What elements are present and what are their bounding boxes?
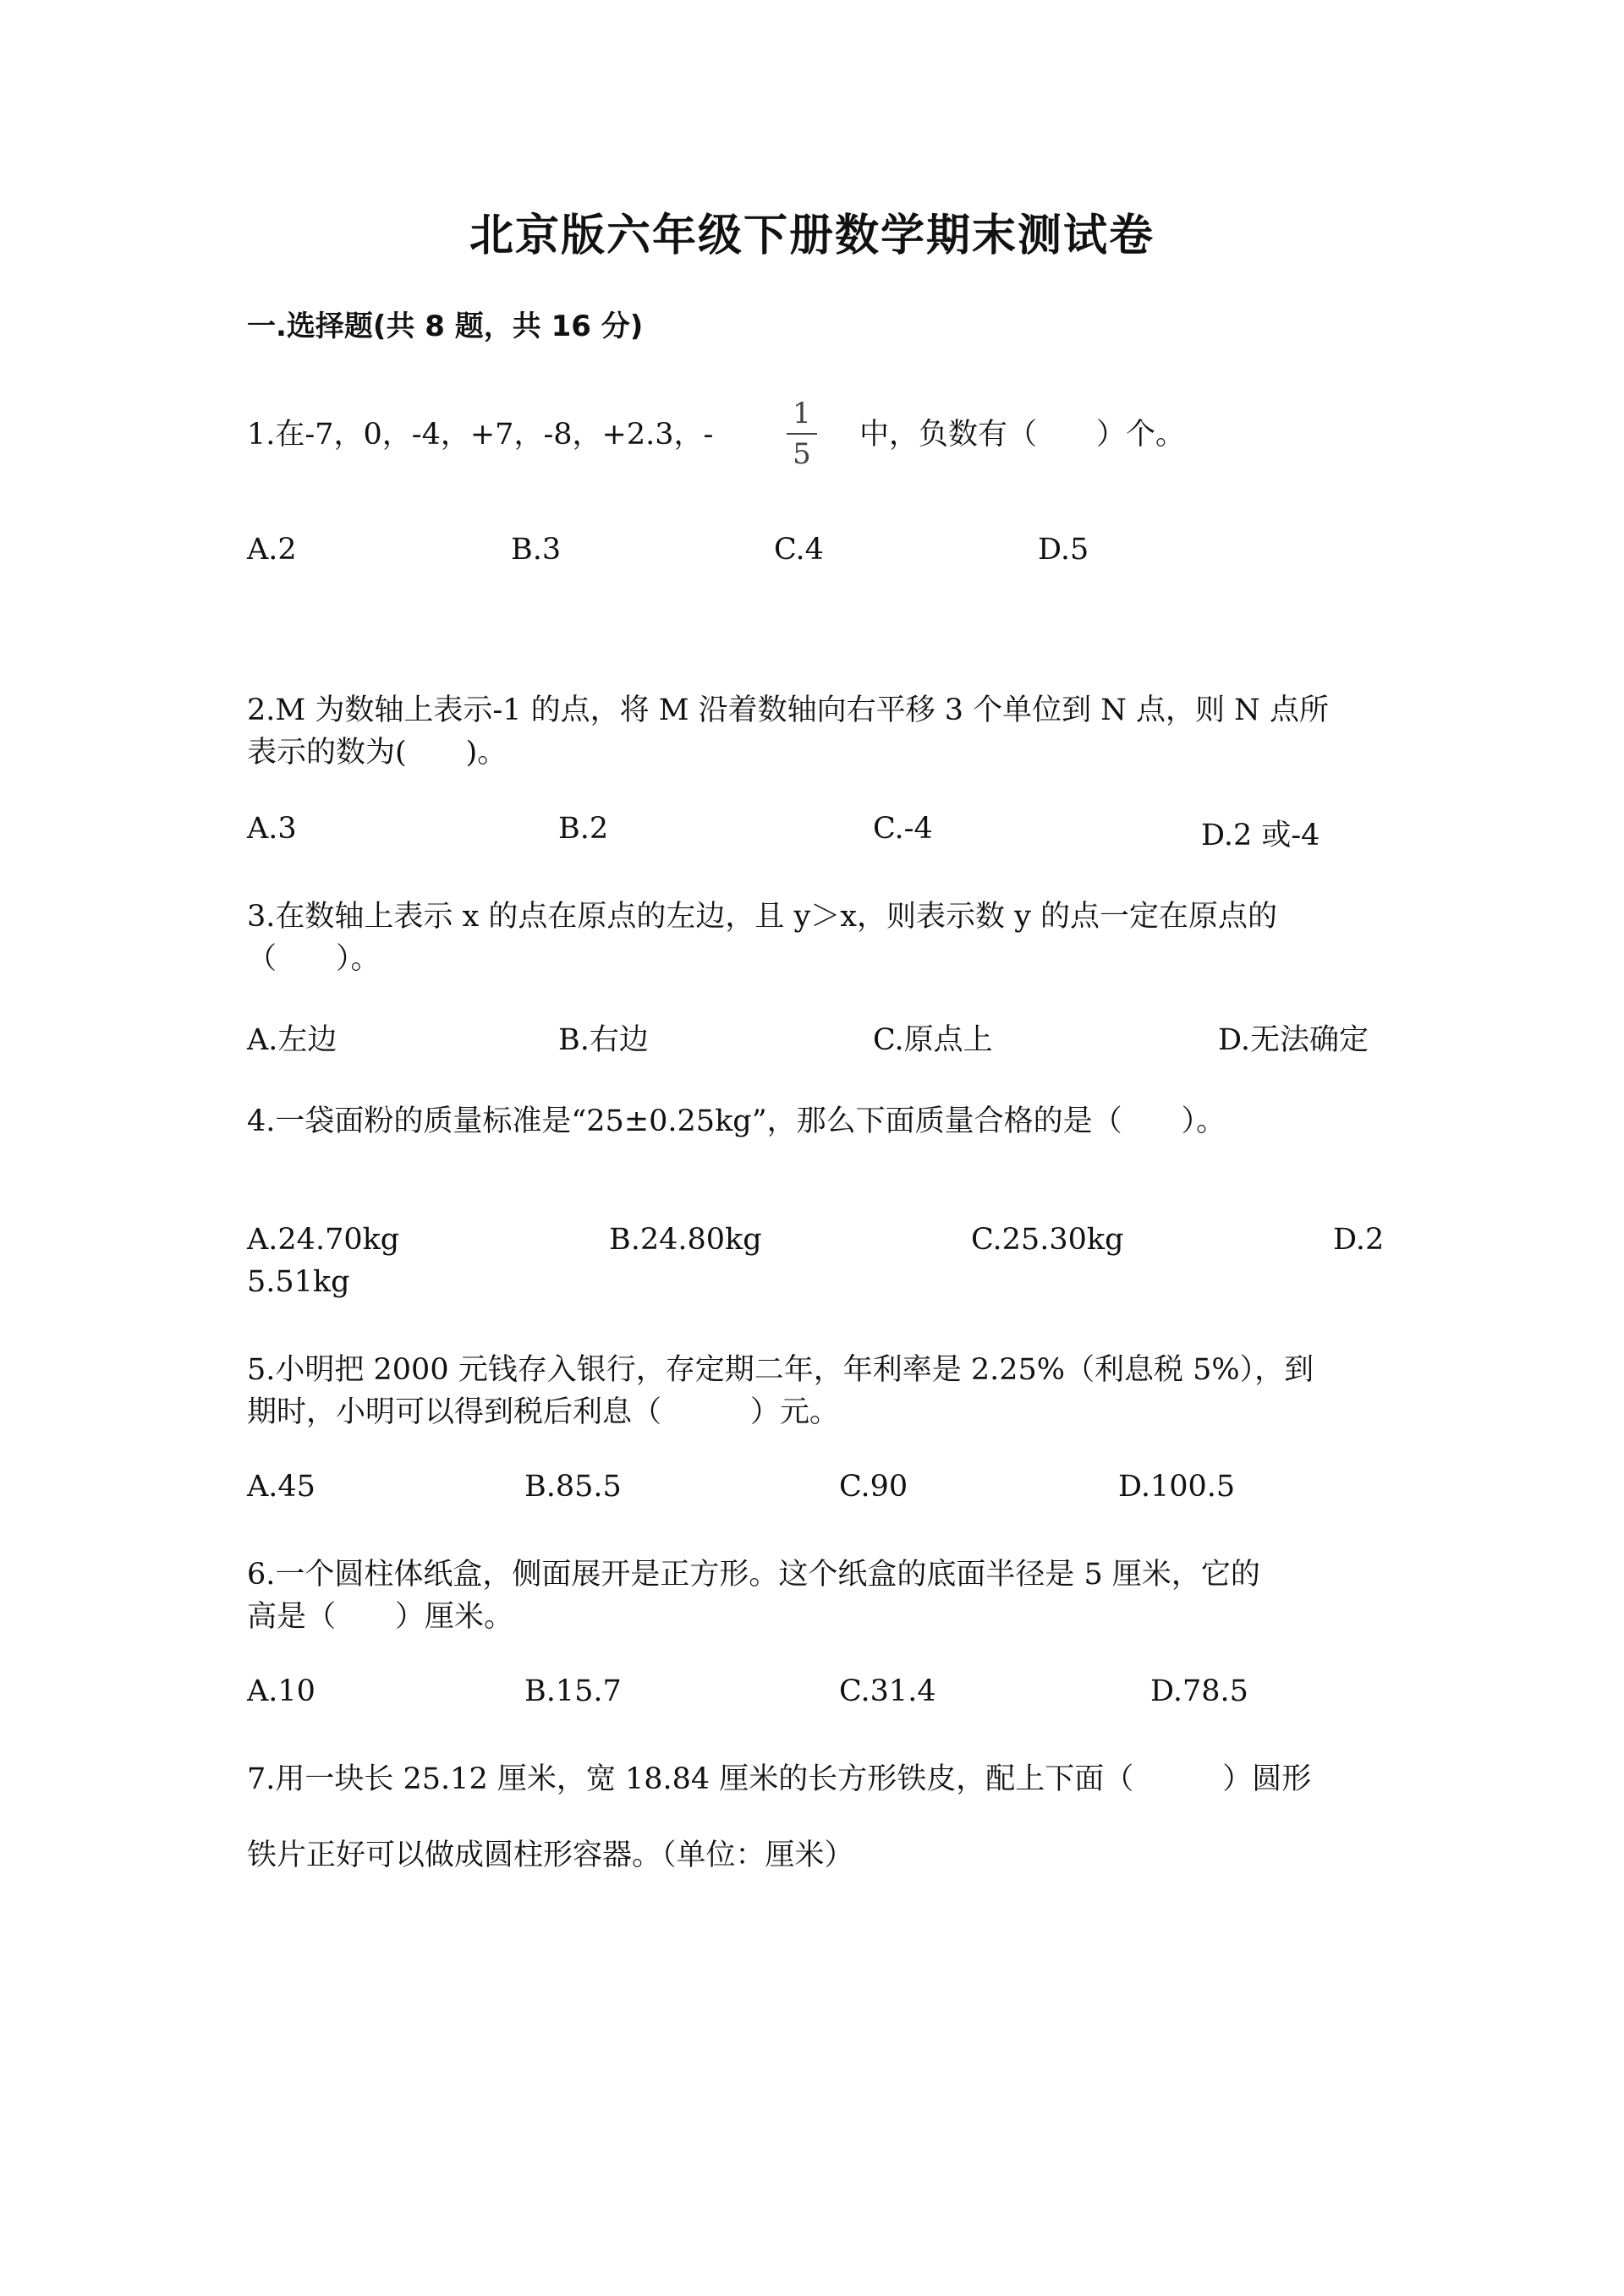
q3-option-a[interactable]: A.左边: [247, 1023, 337, 1057]
question-2-line2: 表示的数为( )。: [247, 736, 508, 770]
q4-option-d[interactable]: D.2: [1333, 1223, 1385, 1257]
q2-option-a[interactable]: A.3: [247, 812, 297, 846]
question-2-line1: 2.M 为数轴上表示-1 的点，将 M 沿着数轴向右平移 3 个单位到 N 点，则 N 点所: [247, 693, 1329, 727]
q3-option-d[interactable]: D.无法确定: [1218, 1023, 1369, 1057]
q6-option-a[interactable]: A.10: [247, 1674, 315, 1708]
question-3-line1: 3.在数轴上表示 x 的点在原点的左边，且 y＞x，则表示数 y 的点一定在原点的: [247, 900, 1278, 934]
q6-option-b[interactable]: B.15.7: [524, 1674, 622, 1708]
question-1-stem-part2: 中，负数有（ ）个。: [859, 418, 1186, 452]
q4-option-b[interactable]: B.24.80kg: [609, 1223, 762, 1257]
q2-option-d[interactable]: D.2 或-4: [1201, 819, 1320, 852]
q5-option-d[interactable]: D.100.5: [1118, 1470, 1236, 1504]
question-5-line2: 期时，小明可以得到税后利息（ ）元。: [247, 1395, 840, 1429]
q5-option-a[interactable]: A.45: [247, 1470, 315, 1504]
q5-option-b[interactable]: B.85.5: [524, 1470, 622, 1504]
q1-option-b[interactable]: B.3: [511, 533, 562, 567]
page-title: 北京版六年级下册数学期末测试卷: [469, 211, 1155, 261]
section-heading: 一.选择题(共 8 题，共 16 分): [247, 310, 644, 343]
q6-option-d[interactable]: D.78.5: [1150, 1674, 1248, 1708]
q6-option-c[interactable]: C.31.4: [839, 1674, 936, 1708]
question-3-line2: （ ）。: [247, 942, 381, 976]
q5-option-c[interactable]: C.90: [839, 1470, 908, 1504]
fraction-one-fifth: [787, 399, 817, 469]
question-4-line1: 4.一袋面粉的质量标准是“25±0.25kg”，那么下面质量合格的是（ ）。: [247, 1104, 1226, 1138]
q3-option-c[interactable]: C.原点上: [873, 1023, 993, 1057]
question-6-line2: 高是（ ）厘米。: [247, 1600, 514, 1634]
question-7-line2: 铁片正好可以做成圆柱形容器。（单位：厘米）: [247, 1838, 854, 1872]
q1-option-a[interactable]: A.2: [247, 533, 297, 567]
question-7-line1: 7.用一块长 25.12 厘米，宽 18.84 厘米的长方形铁皮，配上下面（ ）圆形: [247, 1762, 1312, 1796]
q4-option-c[interactable]: C.25.30kg: [971, 1223, 1124, 1257]
question-6-line1: 6.一个圆柱体纸盒，侧面展开是正方形。这个纸盒的底面半径是 5 厘米，它的: [247, 1558, 1260, 1592]
question-5-line1: 5.小明把 2000 元钱存入银行，存定期二年，年利率是 2.25%（利息税 5%），到: [247, 1353, 1314, 1387]
q1-option-d[interactable]: D.5: [1038, 533, 1089, 567]
q1-option-c[interactable]: C.4: [774, 533, 824, 567]
question-1-stem-part1: 1.在-7，0，-4，+7，-8，+2.3，-: [247, 418, 714, 452]
q4-option-d-wrap[interactable]: 5.51kg: [247, 1265, 350, 1299]
fraction-denominator: 5: [793, 437, 811, 471]
q2-option-b[interactable]: B.2: [558, 812, 609, 846]
q2-option-c[interactable]: C.-4: [873, 812, 933, 846]
q3-option-b[interactable]: B.右边: [558, 1023, 649, 1057]
fraction-numerator: 1: [793, 397, 811, 430]
fraction-bar: [787, 433, 817, 435]
q4-option-a[interactable]: A.24.70kg: [247, 1223, 400, 1257]
